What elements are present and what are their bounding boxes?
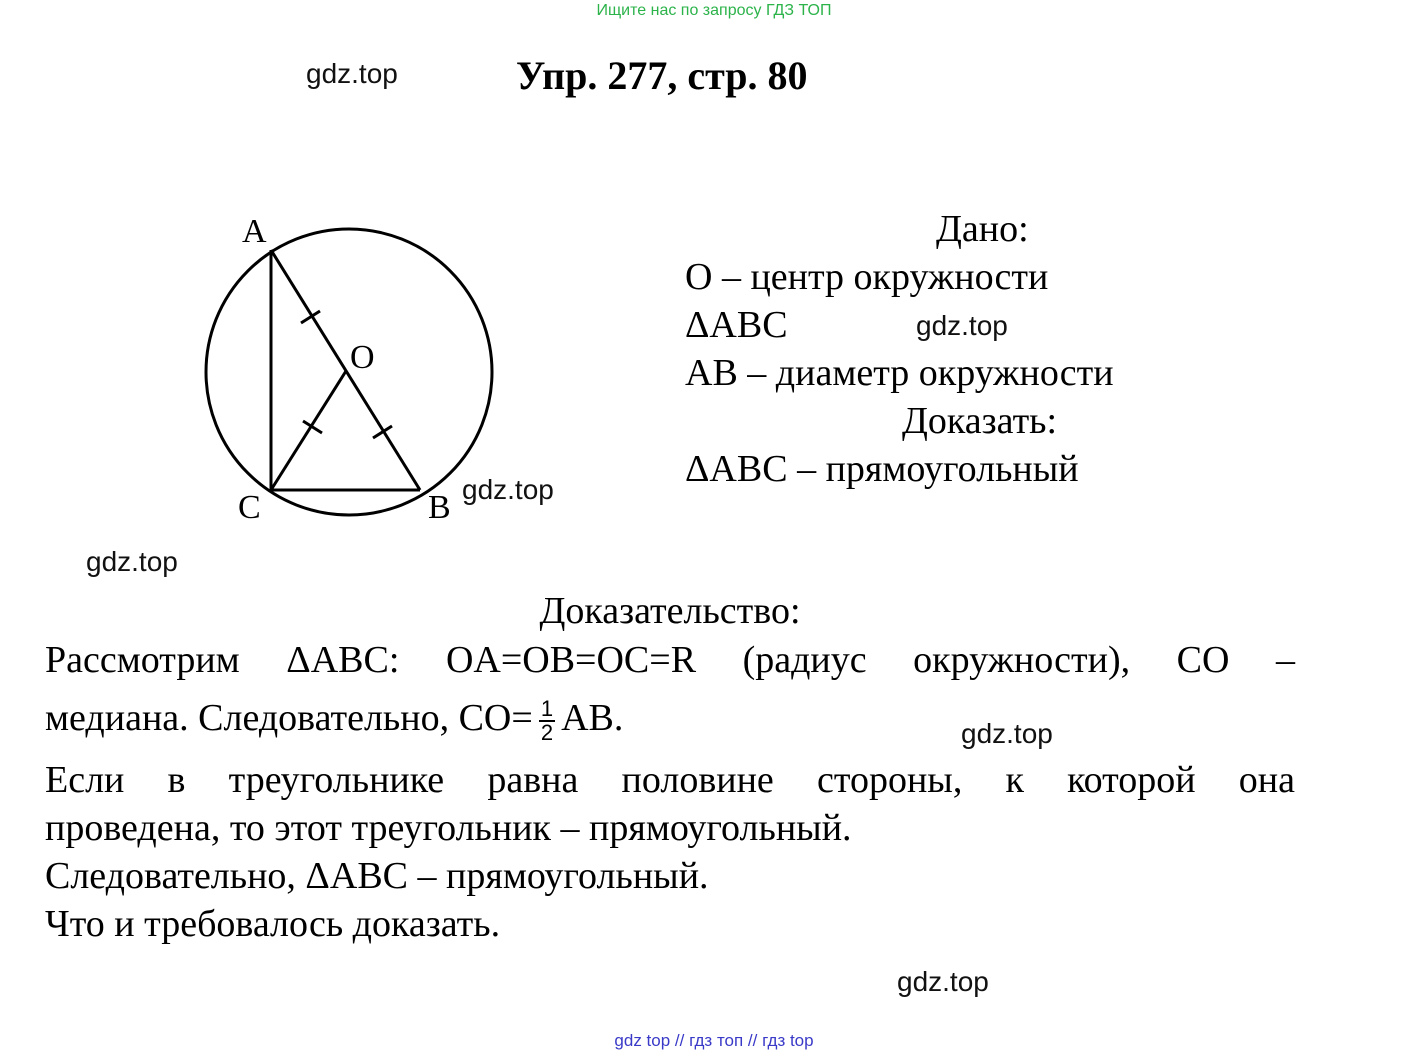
label-a: A	[242, 213, 267, 250]
proof-text: AB.	[561, 697, 624, 739]
fraction	[539, 698, 555, 744]
watermark: gdz.top	[306, 58, 398, 89]
label-o: O	[350, 339, 375, 376]
footer-watermark: gdz top // гдз топ // гдз top	[614, 1031, 814, 1050]
watermark: gdz.top	[961, 718, 1053, 749]
proof-line: Если в треугольнике равна половине стороны, к которой она	[45, 759, 1295, 801]
given-line: ΔABC	[685, 304, 788, 346]
given-line: AB – диаметр окружности	[685, 352, 1114, 394]
proof-heading: Доказательство:	[539, 590, 801, 632]
given-line: O – центр окружности	[685, 256, 1049, 298]
watermark: gdz.top	[86, 546, 178, 577]
prove-statement: ΔABC – прямоугольный	[685, 448, 1079, 490]
proof-text: медиана. Следовательно, CO=	[45, 697, 533, 739]
label-b: B	[428, 489, 451, 526]
watermark: gdz.top	[916, 310, 1008, 341]
proof-line: проведена, то этот треугольник – прямоугольный.	[45, 807, 852, 849]
circle	[206, 229, 492, 515]
fraction-denominator: 2	[540, 720, 554, 746]
watermark: gdz.top	[897, 966, 989, 997]
segment-co	[271, 371, 346, 490]
proof-line: Рассмотрим ΔABC: OA=OB=OC=R (радиус окружности), CO –	[45, 639, 1295, 681]
prove-heading: Доказать:	[902, 400, 1058, 442]
given-heading: Дано:	[936, 208, 1029, 250]
search-banner: Ищите нас по запросу ГДЗ ТОП	[596, 2, 832, 19]
proof-line: Следовательно, ΔABC – прямоугольный.	[45, 855, 709, 897]
proof-conclusion: Что и требовалось доказать.	[45, 903, 501, 945]
label-c: C	[238, 489, 261, 526]
proof-line-fraction	[45, 694, 1295, 744]
geometry-figure	[180, 200, 520, 540]
page-title: Упр. 277, стр. 80	[516, 53, 808, 98]
fraction-numerator: 1	[540, 696, 554, 722]
watermark: gdz.top	[462, 474, 554, 505]
